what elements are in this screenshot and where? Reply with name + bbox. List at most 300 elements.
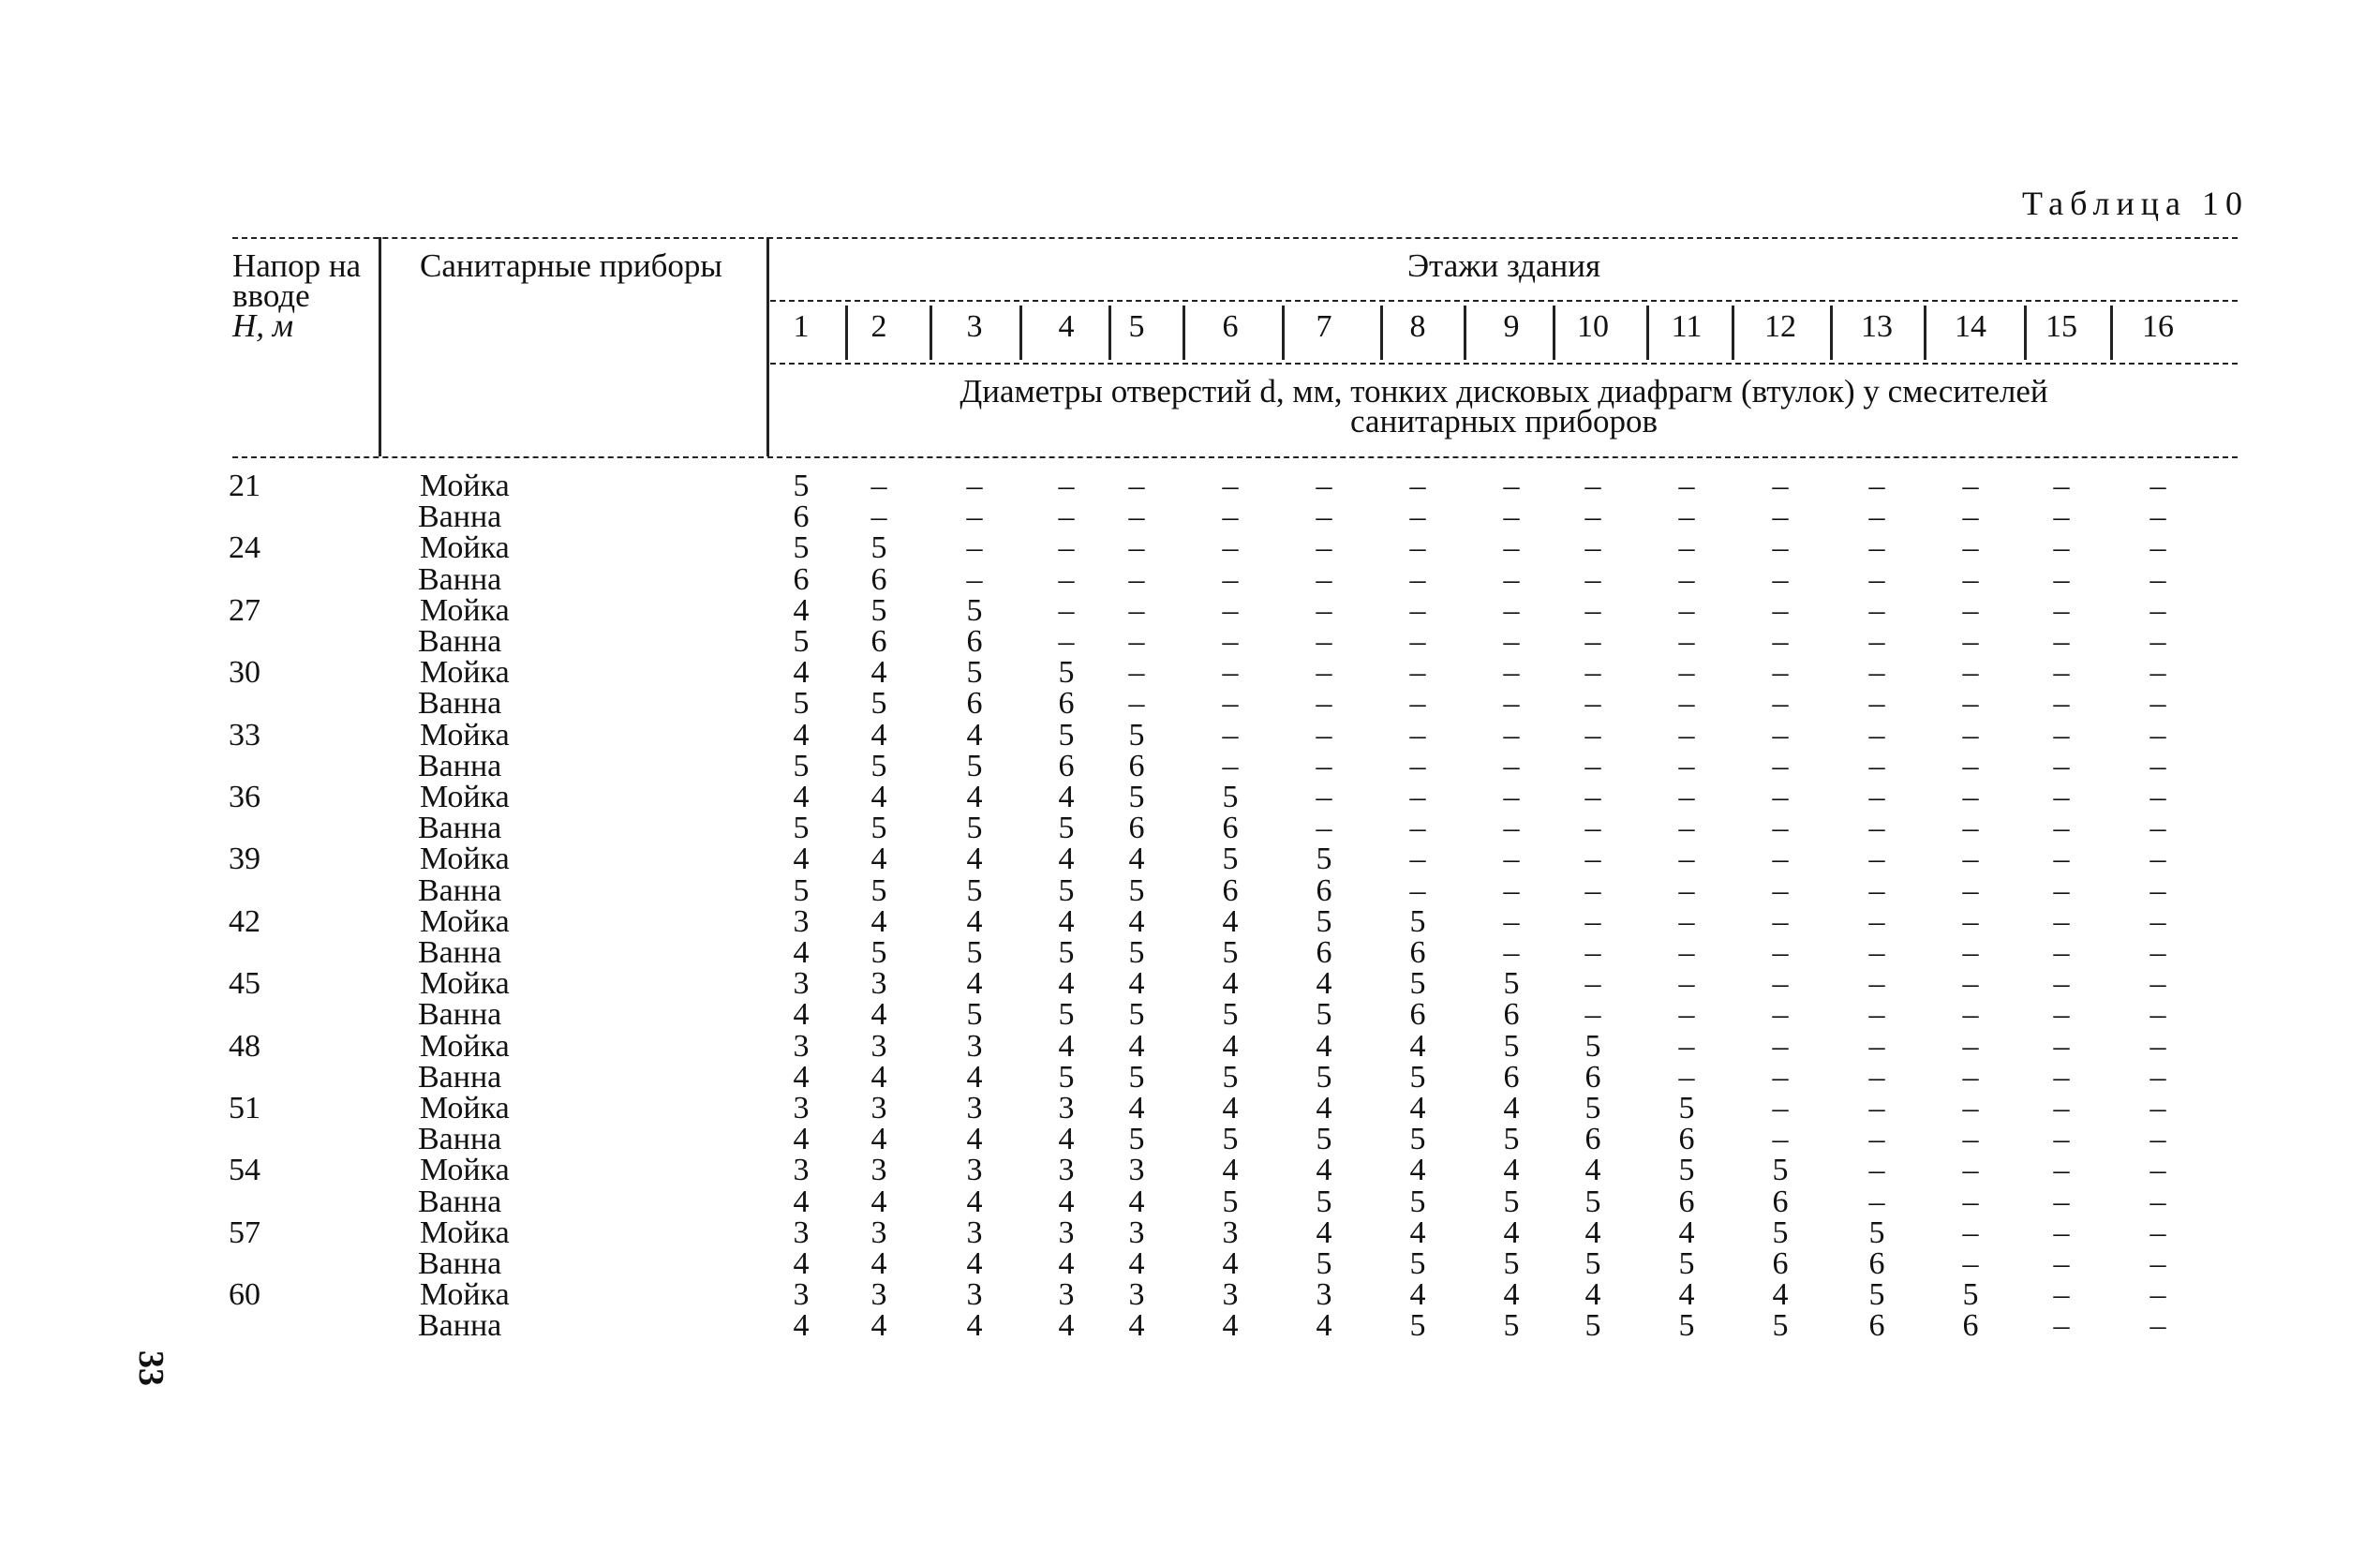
diameter-value: 5 <box>1058 935 1075 970</box>
diameter-value: – <box>1962 935 1979 970</box>
diameter-value: – <box>1316 686 1332 722</box>
diameter-value: 4 <box>870 1184 887 1219</box>
diameter-value: – <box>2053 1215 2070 1250</box>
fixture-name: Ванна <box>418 935 502 970</box>
diameter-value: 4 <box>1222 1153 1239 1188</box>
fixture-name: Ванна <box>418 1059 502 1095</box>
diameter-value: 5 <box>1058 717 1075 753</box>
fixture-name: Ванна <box>418 686 502 722</box>
pressure-value: 27 <box>229 592 260 628</box>
diameter-value: – <box>1503 624 1520 659</box>
diameter-value: 3 <box>1316 1277 1332 1313</box>
diameter-value: 5 <box>966 935 983 970</box>
fixture-name: Мойка <box>420 530 510 566</box>
pressure-value: 36 <box>229 780 260 814</box>
diameter-value: 3 <box>793 903 810 939</box>
diameter-value: – <box>1772 872 1789 908</box>
diameter-value: – <box>1316 717 1332 753</box>
diameter-value: 4 <box>1058 1122 1075 1157</box>
diameter-value: – <box>1868 1122 1885 1157</box>
diameter-value: 5 <box>1772 1308 1789 1344</box>
diameter-value: – <box>1503 530 1520 566</box>
diameter-value: 5 <box>793 872 810 908</box>
diameter-value: 5 <box>1316 903 1332 939</box>
diameter-value: 4 <box>1128 1184 1145 1219</box>
diameter-value: – <box>1772 1122 1789 1157</box>
diameter-value: 5 <box>870 592 887 628</box>
diameter-value: 6 <box>1868 1308 1885 1344</box>
fixture-name: Ванна <box>418 624 502 659</box>
diameter-value: 4 <box>870 842 887 877</box>
pressure-value: 42 <box>229 903 260 939</box>
diameter-value: – <box>1409 499 1426 535</box>
diameter-value: – <box>1678 561 1695 597</box>
diameter-value: – <box>1222 686 1239 722</box>
fixture-name: Ванна <box>418 561 502 597</box>
diameter-value: – <box>1058 624 1075 659</box>
diameter-value: – <box>1316 811 1332 846</box>
diameter-value: – <box>1678 469 1695 503</box>
diameter-value: – <box>1868 811 1885 846</box>
diameter-value: – <box>1868 592 1885 628</box>
diameter-value: 5 <box>1409 1184 1426 1219</box>
pressure-value: 45 <box>229 966 260 1002</box>
floor-number-9: 9 <box>1503 309 1520 344</box>
diameter-value: 4 <box>1128 1091 1145 1125</box>
diameter-value: – <box>1222 717 1239 753</box>
diameter-value: – <box>1584 966 1601 1002</box>
diameter-value: – <box>2149 1246 2166 1281</box>
pressure-value: 48 <box>229 1028 260 1064</box>
diameter-value: – <box>1868 780 1885 814</box>
diameter-value: 5 <box>1128 872 1145 908</box>
diameter-value: 5 <box>1222 842 1239 877</box>
diameter-value: – <box>1962 624 1979 659</box>
diameter-value: 5 <box>1058 872 1075 908</box>
diameter-value: – <box>1678 872 1695 908</box>
diameter-value: – <box>1868 717 1885 753</box>
diameter-value: – <box>1222 748 1239 783</box>
diameter-value: 4 <box>966 780 983 814</box>
diameter-value: – <box>1128 561 1145 597</box>
diameter-value: 3 <box>870 1028 887 1064</box>
diameter-value: 3 <box>1128 1215 1145 1250</box>
diameter-value: – <box>2149 1215 2166 1250</box>
diameter-value: 6 <box>966 624 983 659</box>
diameter-value: – <box>1503 592 1520 628</box>
header-pressure-line1: Напор на <box>232 247 362 284</box>
diameter-value: 5 <box>1409 1122 1426 1157</box>
diameter-value: 5 <box>1316 1246 1332 1281</box>
diameter-value: – <box>1316 499 1332 535</box>
diameter-value: – <box>1058 561 1075 597</box>
diameter-value: 4 <box>793 935 810 970</box>
divider-pressure-fixtures <box>379 237 381 456</box>
diameter-value: 5 <box>870 686 887 722</box>
diameter-value: – <box>2053 1122 2070 1157</box>
diameter-value: – <box>1584 686 1601 722</box>
fixture-name: Ванна <box>418 1122 502 1157</box>
diameter-value: – <box>1128 655 1145 691</box>
diameter-value: 5 <box>1128 780 1145 814</box>
diameter-value: – <box>1678 624 1695 659</box>
diameter-value: 4 <box>1584 1277 1601 1313</box>
diameter-value: – <box>2053 1028 2070 1064</box>
diameter-value: 4 <box>1222 903 1239 939</box>
diameter-value: – <box>1868 842 1885 877</box>
diameter-value: – <box>1584 499 1601 535</box>
diameter-value: – <box>1678 842 1695 877</box>
diameter-value: 5 <box>1058 997 1075 1033</box>
diameter-value: – <box>2053 1153 2070 1188</box>
diameter-value: 4 <box>1409 1153 1426 1188</box>
floor-number-6: 6 <box>1222 309 1239 344</box>
diameter-value: 5 <box>1222 1122 1239 1157</box>
diameter-value: 4 <box>1316 1153 1332 1188</box>
diameter-value: – <box>2149 717 2166 753</box>
table-caption: Таблица 10 <box>2022 185 2249 222</box>
diameter-value: – <box>2053 997 2070 1033</box>
floor-divider-3 <box>1019 306 1022 360</box>
diameter-value: – <box>2149 469 2166 503</box>
diameter-value: – <box>1962 686 1979 722</box>
diameter-value: 4 <box>1222 1091 1239 1125</box>
diameter-value: 5 <box>793 811 810 846</box>
diameter-value: 3 <box>966 1277 983 1313</box>
diameter-value: 4 <box>1222 1308 1239 1344</box>
diameter-value: – <box>1316 469 1332 503</box>
diameter-value: – <box>1678 903 1695 939</box>
diameter-value: 5 <box>1316 1184 1332 1219</box>
diameter-value: – <box>1058 592 1075 628</box>
diameter-value: 6 <box>793 561 810 597</box>
diameter-value: – <box>2149 966 2166 1002</box>
diameter-value: – <box>1503 717 1520 753</box>
diameter-value: – <box>1678 499 1695 535</box>
diameter-value: – <box>1868 561 1885 597</box>
diameter-value: – <box>1962 1215 1979 1250</box>
diameter-value: 6 <box>1316 935 1332 970</box>
diameter-value: 4 <box>966 1308 983 1344</box>
diameter-value: 5 <box>1128 997 1145 1033</box>
diameter-value: – <box>1409 842 1426 877</box>
diameter-value: – <box>2053 1246 2070 1281</box>
diameter-value: 5 <box>870 748 887 783</box>
diameter-value: 3 <box>966 1215 983 1250</box>
floor-divider-2 <box>930 306 932 360</box>
diameter-value: – <box>2053 1091 2070 1125</box>
diameter-value: – <box>2053 748 2070 783</box>
floor-divider-11 <box>1732 306 1734 360</box>
diameter-value: 6 <box>1503 997 1520 1033</box>
diameter-value: – <box>1962 966 1979 1002</box>
diameter-value: – <box>1409 624 1426 659</box>
diameter-value: – <box>1409 469 1426 503</box>
diameter-value: – <box>1772 499 1789 535</box>
diameter-value: – <box>1868 469 1885 503</box>
diameter-value: – <box>1868 966 1885 1002</box>
diameter-value: – <box>1868 624 1885 659</box>
diameter-value: – <box>2149 935 2166 970</box>
diameter-value: – <box>2053 655 2070 691</box>
diameter-value: – <box>1772 997 1789 1033</box>
diameter-value: 4 <box>1222 1246 1239 1281</box>
diameter-value: 4 <box>1058 1184 1075 1219</box>
fixture-name: Ванна <box>418 499 502 535</box>
diameter-value: – <box>1503 811 1520 846</box>
diameter-value: 4 <box>1409 1215 1426 1250</box>
diameter-value: 3 <box>1058 1215 1075 1250</box>
diameter-value: – <box>2053 966 2070 1002</box>
diameter-value: – <box>1868 935 1885 970</box>
floor-number-2: 2 <box>870 309 887 344</box>
diameter-value: – <box>2149 1308 2166 1344</box>
diameter-value: 4 <box>870 997 887 1033</box>
diameter-value: – <box>1772 686 1789 722</box>
fixture-name: Мойка <box>420 1277 510 1313</box>
diameter-value: – <box>1962 592 1979 628</box>
diameter-value: 5 <box>1584 1246 1601 1281</box>
diameter-value: 4 <box>1678 1277 1695 1313</box>
diameter-value: – <box>1503 469 1520 503</box>
diameter-value: – <box>2149 842 2166 877</box>
diameter-value: – <box>1058 469 1075 503</box>
diameter-value: – <box>1058 499 1075 535</box>
diameter-value: – <box>2149 997 2166 1033</box>
diameter-value: – <box>1128 592 1145 628</box>
diameter-value: 4 <box>870 903 887 939</box>
diameter-value: – <box>2149 1091 2166 1125</box>
diameter-value: 6 <box>1584 1122 1601 1157</box>
diameter-value: – <box>2149 624 2166 659</box>
diameter-value: – <box>1584 903 1601 939</box>
diameter-value: – <box>1503 842 1520 877</box>
diameter-value: – <box>1678 811 1695 846</box>
diameter-value: – <box>2053 469 2070 503</box>
diameter-value: – <box>1962 499 1979 535</box>
diameter-value: 4 <box>793 1122 810 1157</box>
diameter-value: 3 <box>870 1091 887 1125</box>
diameter-value: – <box>1678 592 1695 628</box>
diameter-value: 4 <box>793 842 810 877</box>
diameter-value: 5 <box>966 592 983 628</box>
diameter-value: 6 <box>1058 686 1075 722</box>
floor-number-12: 12 <box>1764 309 1796 344</box>
diameter-value: 4 <box>793 592 810 628</box>
diameter-value: 4 <box>1772 1277 1789 1313</box>
header-pressure-line2: вводе <box>232 277 310 314</box>
floor-number-14: 14 <box>1955 309 1986 344</box>
diameter-value: 4 <box>1058 966 1075 1002</box>
diameter-value: 4 <box>966 966 983 1002</box>
diameter-value: – <box>1868 1184 1885 1219</box>
fixture-name: Мойка <box>420 592 510 628</box>
floor-number-16: 16 <box>2142 309 2174 344</box>
diameter-value: 6 <box>1222 811 1239 846</box>
diameter-value: 4 <box>870 1246 887 1281</box>
diameter-value: – <box>2053 935 2070 970</box>
rule-top <box>232 237 2238 239</box>
diameter-value: 5 <box>1503 1184 1520 1219</box>
fixture-name: Мойка <box>420 903 510 939</box>
diameter-value: – <box>1772 811 1789 846</box>
diameter-value: – <box>1962 1028 1979 1064</box>
diameter-value: – <box>1678 655 1695 691</box>
diameter-value: 4 <box>1503 1153 1520 1188</box>
diameter-value: – <box>1584 842 1601 877</box>
diameter-value: 5 <box>1409 1246 1426 1281</box>
diameter-value: – <box>1584 655 1601 691</box>
pressure-value: 24 <box>229 530 260 566</box>
diameter-value: 6 <box>1316 872 1332 908</box>
fixture-name: Мойка <box>420 717 510 753</box>
diameter-value: – <box>2149 655 2166 691</box>
diameter-value: 5 <box>1678 1308 1695 1344</box>
diameter-value: 4 <box>793 1059 810 1095</box>
diameter-value: – <box>1316 624 1332 659</box>
diameter-value: 4 <box>870 1122 887 1157</box>
diameter-value: – <box>1409 717 1426 753</box>
diameter-value: 5 <box>1058 655 1075 691</box>
diameter-value: – <box>1584 592 1601 628</box>
diameter-value: 5 <box>1678 1246 1695 1281</box>
diameter-value: 4 <box>966 717 983 753</box>
diameter-value: 6 <box>1409 997 1426 1033</box>
diameter-value: – <box>2149 1122 2166 1157</box>
diameter-value: 5 <box>1503 1308 1520 1344</box>
diameter-value: – <box>2149 592 2166 628</box>
diameter-value: 5 <box>1222 1059 1239 1095</box>
diameter-value: – <box>1772 469 1789 503</box>
diameter-value: – <box>1772 1091 1789 1125</box>
diameter-value: 3 <box>793 1277 810 1313</box>
diameter-value: – <box>1222 655 1239 691</box>
diameter-value: – <box>1772 935 1789 970</box>
diameter-value: – <box>1772 1028 1789 1064</box>
diameter-value: 4 <box>1058 1308 1075 1344</box>
diameter-value: – <box>1316 655 1332 691</box>
diameter-value: – <box>1503 655 1520 691</box>
diameter-value: – <box>1772 1059 1789 1095</box>
fixture-name: Ванна <box>418 748 502 783</box>
fixture-name: Ванна <box>418 872 502 908</box>
diameter-value: 3 <box>793 1091 810 1125</box>
diameter-value: 4 <box>1128 966 1145 1002</box>
diameter-value: – <box>2053 561 2070 597</box>
diameter-value: – <box>1962 1184 1979 1219</box>
diameter-value: – <box>1409 872 1426 908</box>
diameter-value: 4 <box>966 1059 983 1095</box>
diameter-value: – <box>966 499 983 535</box>
fixture-name: Мойка <box>420 1215 510 1250</box>
header-pressure-line3: H, м <box>232 307 294 344</box>
diameter-value: 6 <box>1678 1184 1695 1219</box>
diameter-value: – <box>2149 561 2166 597</box>
diameter-value: – <box>1058 530 1075 566</box>
diameter-value: – <box>1962 903 1979 939</box>
diameter-value: 4 <box>1058 842 1075 877</box>
diameter-value: – <box>1584 872 1601 908</box>
diameter-value: 4 <box>1128 1028 1145 1064</box>
pressure-value: 54 <box>229 1153 260 1188</box>
diameter-value: 4 <box>1316 1091 1332 1125</box>
diameter-value: 5 <box>870 935 887 970</box>
diameter-value: – <box>1678 1028 1695 1064</box>
diameter-value: 3 <box>966 1153 983 1188</box>
diameter-value: – <box>1316 780 1332 814</box>
floor-number-10: 10 <box>1577 309 1609 344</box>
diameter-value: – <box>1772 748 1789 783</box>
floor-divider-15 <box>2110 306 2113 360</box>
diameter-value: 5 <box>1772 1153 1789 1188</box>
diameter-value: 4 <box>1503 1091 1520 1125</box>
diameter-value: – <box>2149 903 2166 939</box>
diameter-value: – <box>1868 997 1885 1033</box>
diameter-value: 6 <box>1678 1122 1695 1157</box>
diameter-value: – <box>1868 903 1885 939</box>
diameter-value: 4 <box>1128 1246 1145 1281</box>
diameter-value: 4 <box>1409 1091 1426 1125</box>
diameter-value: 5 <box>870 872 887 908</box>
diameter-value: – <box>1584 530 1601 566</box>
diameter-value: – <box>1409 592 1426 628</box>
diameter-value: 5 <box>966 811 983 846</box>
diameter-value: 6 <box>1772 1246 1789 1281</box>
diameter-value: 5 <box>1128 1059 1145 1095</box>
diameter-value: – <box>966 469 983 503</box>
diameter-value: 4 <box>870 780 887 814</box>
floor-divider-7 <box>1380 306 1383 360</box>
floor-number-15: 15 <box>2045 309 2077 344</box>
diameter-value: 4 <box>1409 1028 1426 1064</box>
diameter-value: 5 <box>1503 1122 1520 1157</box>
diameter-value: 4 <box>1584 1215 1601 1250</box>
diameter-value: – <box>1128 499 1145 535</box>
diameter-value: 5 <box>1316 842 1332 877</box>
diameter-value: 4 <box>1316 1215 1332 1250</box>
diameter-value: 5 <box>1409 966 1426 1002</box>
diameter-value: – <box>2053 499 2070 535</box>
diameter-value: 6 <box>966 686 983 722</box>
diameter-value: – <box>1503 872 1520 908</box>
diameter-value: 3 <box>870 1153 887 1188</box>
diameter-value: – <box>1584 811 1601 846</box>
diameter-value: 5 <box>1584 1308 1601 1344</box>
diameter-value: 6 <box>1222 872 1239 908</box>
fixture-name: Ванна <box>418 997 502 1033</box>
diameter-value: – <box>2053 1277 2070 1313</box>
diameter-value: 3 <box>1058 1091 1075 1125</box>
diameter-value: 4 <box>870 655 887 691</box>
floor-number-13: 13 <box>1861 309 1893 344</box>
diameter-value: – <box>1868 872 1885 908</box>
diameter-value: 5 <box>1503 966 1520 1002</box>
diameter-value: – <box>1678 717 1695 753</box>
diameter-value: 5 <box>1584 1028 1601 1064</box>
fixture-name: Мойка <box>420 966 510 1002</box>
diameter-value: 4 <box>870 1059 887 1095</box>
diameter-value: 5 <box>870 530 887 566</box>
diameter-value: – <box>1962 1059 1979 1095</box>
diameter-value: 5 <box>1868 1215 1885 1250</box>
diameter-value: – <box>1772 903 1789 939</box>
diameter-value: 4 <box>1128 842 1145 877</box>
diameter-value: – <box>1678 966 1695 1002</box>
header-floors: Этажи здания <box>1406 247 1601 284</box>
page-number: 33 <box>131 1350 171 1386</box>
diameter-value: 4 <box>793 717 810 753</box>
diameter-value: 6 <box>1584 1059 1601 1095</box>
